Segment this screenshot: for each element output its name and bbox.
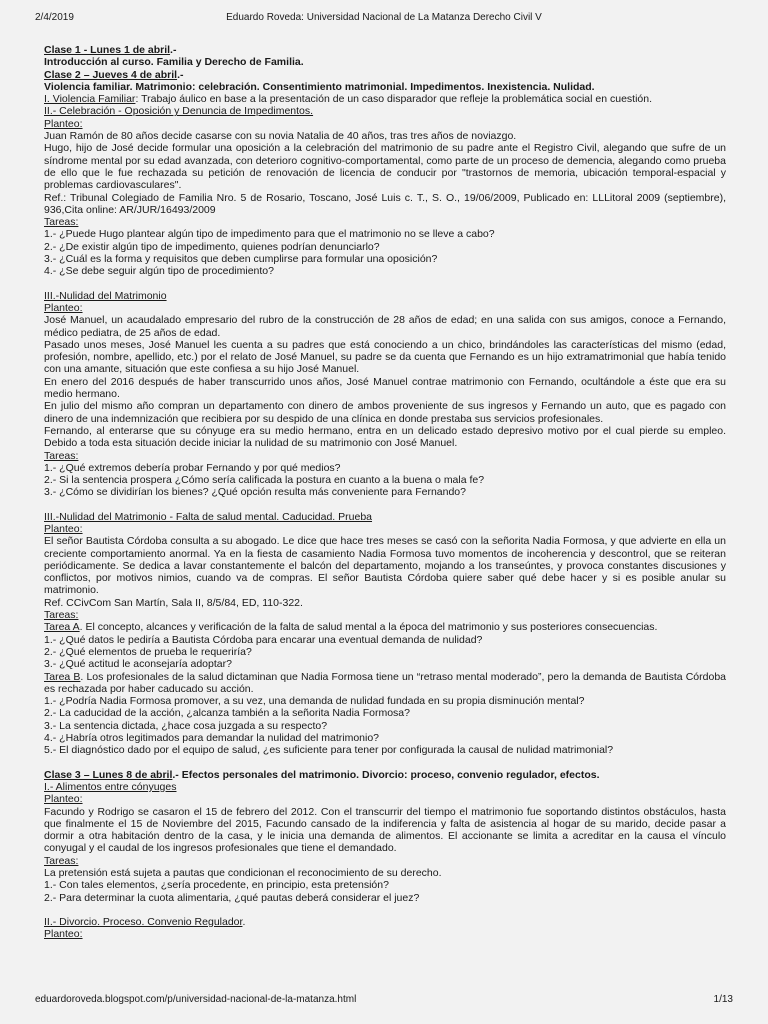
- page-url: eduardoroveda.blogspot.com/p/universidad-nacional-de-la-matanza.html: [35, 994, 357, 1005]
- paragraph: El señor Bautista Córdoba consulta a su abogado. Le dice que hace tres meses se casó con la señorita Nadia Formosa, y que advierte en ella un creciente comportamiento anormal. Ya en la fiesta de casamiento Nadia Formosa tuvo momentos de incoherencia y descontrol, que se reiteran periódicamente. Se dedica a lavar constantemente el balcón del departamento, mojando a los transeúntes, y provoca constantes discusiones y conflictos, por motivos nimios, cuando va de compras. El señor Bautista Córdoba quiere saber qué debe hacer y si es posible anular su matrimonio.: [44, 535, 726, 597]
- task-item: 3.- La sentencia dictada, ¿hace cosa juzgada a su respecto?: [44, 719, 328, 732]
- section-alimentos-heading: I.- Alimentos entre cónyuges: [44, 780, 177, 793]
- task-item: 2.- Si la sentencia prospera ¿Cómo sería calificada la postura en cuanto a la buena o mala fe?: [44, 474, 485, 487]
- task-item: 4.- ¿Se debe seguir algún tipo de procedimiento?: [44, 265, 274, 278]
- class-1-heading: Clase 1 - Lunes 1 de abril.-: [44, 44, 177, 56]
- planteo-label: Planteo:: [44, 522, 83, 535]
- paragraph: Fernando, al enterarse que su cónyuge era su medio hermano, entra en un delicado estado depresivo motivo por el cual pierde su empleo. Debido a toda esta situación decide iniciar la nulidad de su matrimonio con José Manuel.: [44, 424, 726, 450]
- class-3-heading: Clase 3 – Lunes 8 de abril.- Efectos personales del matrimonio. Divorcio: proceso, convenio regulador, efectos.: [44, 768, 600, 781]
- planteo-label: Planteo:: [44, 301, 83, 314]
- tareas-label: Tareas:: [44, 609, 79, 622]
- class-1-subtitle: Introducción al curso. Familia y Derecho de Familia.: [44, 56, 304, 69]
- tareas-label: Tareas:: [44, 449, 79, 462]
- class-2-subtitle: Violencia familiar. Matrimonio: celebración. Consentimiento matrimonial. Impedimentos. Inexistencia. Nulidad.: [44, 80, 595, 93]
- task-item: 1.- ¿Qué datos le pediría a Bautista Córdoba para encarar una eventual demanda de nulidad?: [44, 633, 483, 646]
- print-date: 2/4/2019: [35, 12, 74, 23]
- task-item: 2.- Para determinar la cuota alimentaria, ¿qué pautas deberá considerar el juez?: [44, 891, 420, 904]
- tareas-label: Tareas:: [44, 854, 79, 867]
- paragraph: Juan Ramón de 80 años decide casarse con su novia Natalia de 40 años, tras tres años de noviazgo.: [44, 130, 517, 143]
- paragraph: Hugo, hijo de José decide formular una oposición a la celebración del matrimonio de su padre ante el Registro Civil, alegando que sufre de un síndrome mental por su edad avanzada, con deterioro cognitivo-comportamental, como parte de un proceso de demencia, alegando como prueba de ello que le fue rechazada su petición de renovación de licencia de conducir por "trastornos de memoria, ubicación temporal-espacial y problemas cardiovasculares".: [44, 142, 726, 192]
- task-item: 2.- ¿De existir algún tipo de impedimento, quienes podrían denunciarlo?: [44, 240, 380, 253]
- class-2-heading: Clase 2 – Jueves 4 de abril.-: [44, 68, 184, 81]
- task-item: 2.- ¿Qué elementos de prueba le requeriría?: [44, 645, 252, 658]
- tarea-b: Tarea B. Los profesionales de la salud dictaminan que Nadia Formosa tiene un “retraso mental moderado”, pero la demanda de Bautista Córdoba es rechazada por haber caducado su acción.: [44, 670, 727, 695]
- reference: Ref. CCivCom San Martín, Sala II, 8/5/84, ED, 110-322.: [44, 596, 303, 609]
- task-item: 1.- ¿Qué extremos debería probar Fernando y por qué medios?: [44, 461, 341, 474]
- document-body: [44, 44, 726, 940]
- task-item: 2.- La caducidad de la acción, ¿alcanza también a la señorita Nadia Formosa?: [44, 707, 410, 720]
- section-nulidad-heading: III.-Nulidad del Matrimonio: [44, 289, 167, 302]
- section-nulidad-salud-heading: III.-Nulidad del Matrimonio - Falta de salud mental. Caducidad. Prueba: [44, 510, 373, 523]
- page-footer: [0, 994, 768, 1024]
- paragraph: José Manuel, un acaudalado empresario del rubro de la construcción de 28 años de edad; en una salida con sus amigos, conoce a Fernando, médico pediatra, de 25 años de edad.: [44, 314, 726, 339]
- paragraph: En julio del mismo año compran un departamento con dinero de ambos proveniente de sus ingresos y Fernando un auto, que es pagado con dinero de una indemnización que recibiera por su despido de una clínica en donde prestaba sus servicios profesionales.: [44, 400, 726, 425]
- task-item: La pretensión está sujeta a pautas que condicionan el reconocimiento de su derecho.: [44, 867, 442, 879]
- task-item: 3.- ¿Cuál es la forma y requisitos que deben cumplirse para formular una oposición?: [44, 253, 438, 266]
- task-item: 5.- El diagnóstico dado por el equipo de salud, ¿es suficiente para tener por configurada la causal de nulidad matrimonial?: [44, 744, 614, 757]
- section-celebracion-heading: II.- Celebración - Oposición y Denuncia de Impedimentos.: [44, 105, 314, 118]
- planteo-label: Planteo:: [44, 793, 83, 806]
- section-violencia: I. Violencia Familiar: Trabajo áulico en base a la presentación de un caso disparador que refleje la problemática social en cuestión.: [44, 93, 653, 106]
- planteo-label: Planteo:: [44, 117, 83, 130]
- tareas-label: Tareas:: [44, 216, 79, 229]
- section-divorcio-heading: II.- Divorcio. Proceso. Convenio Regulador.: [44, 915, 246, 928]
- page-header: [0, 0, 768, 24]
- task-item: 1.- Con tales elementos, ¿sería procedente, en principio, esta pretensión?: [44, 879, 389, 892]
- tarea-a: Tarea A. El concepto, alcances y verificación de la falta de salud mental a la época del matrimonio y sus posteriores consecuencias.: [44, 621, 658, 634]
- paragraph: En enero del 2016 después de haber transcurrido unos años, José Manuel contrae matrimonio con Fernando, ocultándole a éste que era su medio hermano.: [44, 375, 726, 401]
- task-item: 4.- ¿Habría otros legitimados para demandar la nulidad del matrimonio?: [44, 732, 380, 745]
- task-item: 3.- ¿Cómo se dividirían los bienes? ¿Qué opción resulta más conveniente para Fernando?: [44, 486, 466, 499]
- planteo-label: Planteo:: [44, 928, 83, 941]
- reference: Ref.: Tribunal Colegiado de Familia Nro. 5 de Rosario, Toscano, José Luis c. T., S. O., 19/06/2009, Publicado en: LLLitoral 2009 (septiembre), 936,Cita online: AR/JUR/16493/2009: [44, 191, 726, 216]
- task-item: 1.- ¿Podría Nadia Formosa promover, a su vez, una demanda de nulidad fundada en su propia disminución mental?: [44, 695, 585, 708]
- paragraph: Facundo y Rodrigo se casaron el 15 de febrero del 2012. Con el transcurrir del tiempo el matrimonio fue soportando distintos obstáculos, hasta que finalmente el 15 de Noviembre del 2015, Facundo cansado de la indiferencia y falta de asistencia al hogar de su marido, decide pasar a dormir a otra habitación dentro de la casa, y le inicia una demanda de alimentos. El accionante se limita a acreditar en la causa el vínculo conyugal y el caudal de los ingresos profesionales que tiene el demandado.: [44, 805, 726, 855]
- task-item: 3.- ¿Qué actitud le aconsejaría adoptar?: [44, 658, 232, 671]
- page-title: Eduardo Roveda: Universidad Nacional de La Matanza Derecho Civil V: [226, 12, 542, 23]
- paragraph: Pasado unos meses, José Manuel les cuenta a su padres que está conociendo a un chico, brindándoles las características del mismo (edad, profesión, nombre, apellido, etc.) por el relato de José Manuel, su padre se da cuenta que Fernando es un hijo extramatrimonial que había tenido con una amante, situación que este confiesa a su hijo José Manuel.: [44, 338, 726, 376]
- page-number: 1/13: [713, 994, 733, 1005]
- task-item: 1.- ¿Puede Hugo plantear algún tipo de impedimento para que el matrimonio no se lleve a cabo?: [44, 228, 495, 241]
